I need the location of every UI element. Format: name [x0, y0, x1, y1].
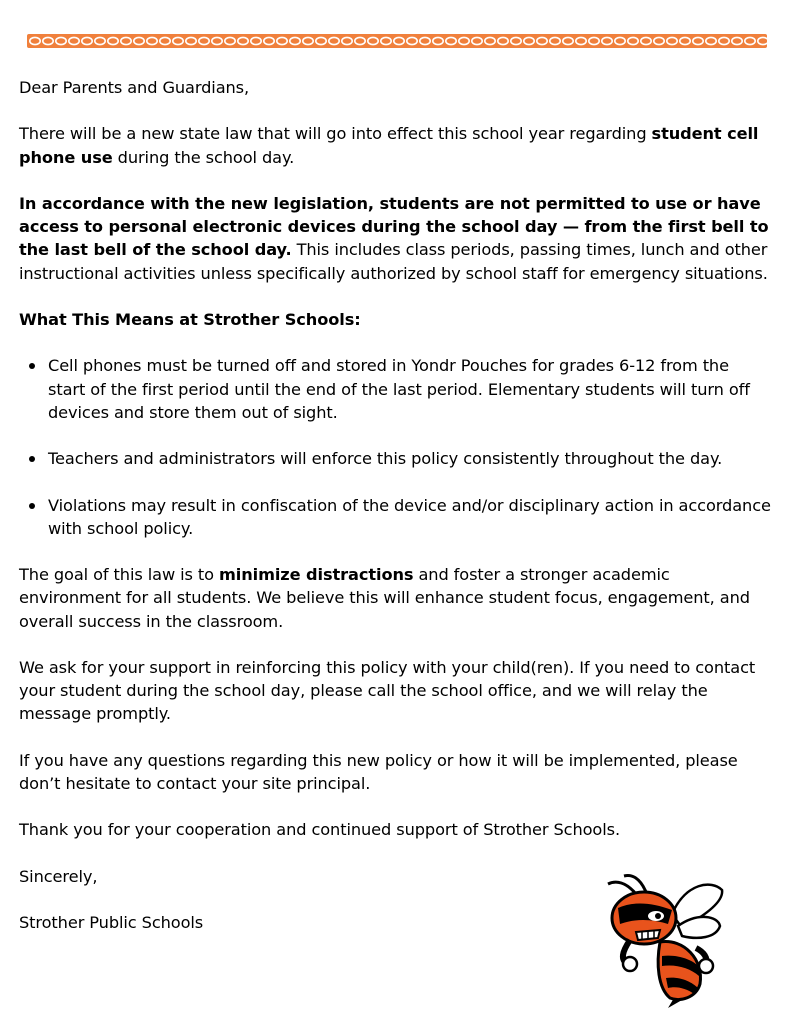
support-paragraph: We ask for your support in reinforcing this policy with your child(ren). If you need to contact your student during the school day, please call the school office, and we will relay the message promptly. [19, 657, 756, 724]
intro-text-end: during the school day. [112, 147, 295, 167]
thanks-paragraph: Thank you for your cooperation and continued support of Strother Schools. [19, 820, 621, 840]
list-item: Violations may result in confiscation of the device and/or disciplinary action in accordance with school policy. [48, 494, 771, 540]
policy-paragraph [19, 192, 771, 285]
policy-emphasis: In accordance with the new legislation, students are not permitted to use or have access to personal electronic devices during the school day — from the first bell to the last bell of the school day. [19, 193, 769, 260]
goal-emphasis: minimize distractions [219, 565, 414, 585]
goal-paragraph [19, 563, 771, 633]
policy-list [19, 354, 771, 540]
intro-text: There will be a new state law that will go into effect this school year regarding [19, 124, 652, 144]
questions-paragraph: If you have any questions regarding this new policy or how it will be implemented, please don’t hesitate to contact your site principal. [19, 750, 738, 793]
intro-paragraph [19, 122, 771, 168]
intro-emphasis: student cell phone use [19, 124, 759, 167]
goal-text: The goal of this law is to [19, 565, 219, 585]
list-item: Teachers and administrators will enforce this policy consistently throughout the day. [48, 447, 771, 470]
salutation: Dear Parents and Guardians, [19, 78, 250, 97]
decorative-top-border [27, 34, 767, 48]
letter-body [19, 76, 771, 958]
hornet-mascot-icon [600, 868, 730, 1008]
list-item: Cell phones must be turned off and stored in Yondr Pouches for grades 6-12 from the start of the first period until the end of the last period. Elementary students will turn off devices and store them out of sight. [48, 354, 771, 424]
policy-text: This includes class periods, passing times, lunch and other instructional activities unless specifically authorized by school staff for emergency situations. [19, 240, 768, 283]
goal-text-end: and foster a stronger academic environment for all students. We believe this will enhance student focus, engagement, and overall success in the classroom. [19, 565, 750, 631]
signature: Strother Public Schools [19, 913, 204, 933]
closing: Sincerely, [19, 866, 98, 886]
section-heading: What This Means at Strother Schools: [19, 309, 361, 329]
